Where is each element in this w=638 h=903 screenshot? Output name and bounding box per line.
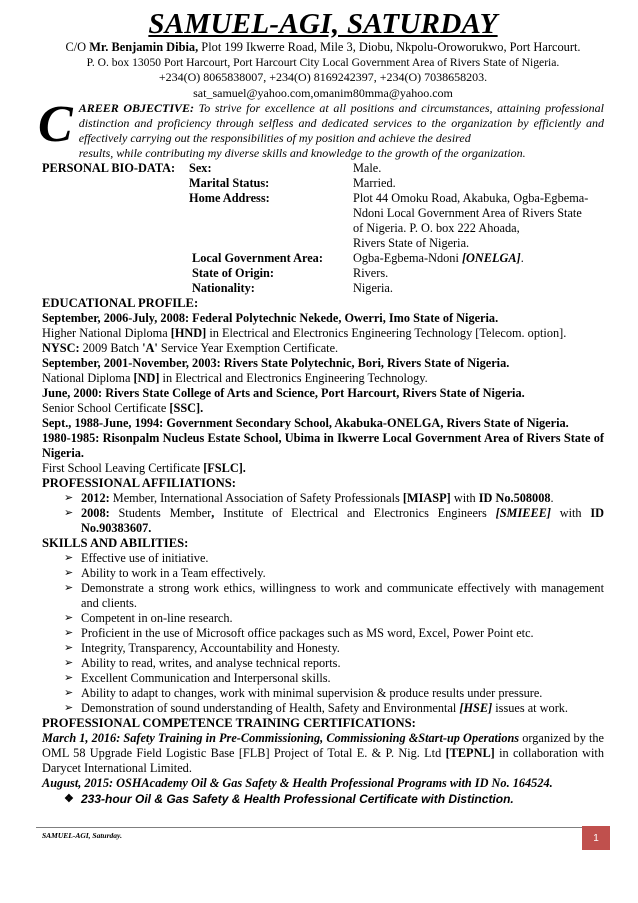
bio-heading: PERSONAL BIO-DATA: (42, 160, 176, 175)
contact-line-pobox: P. O. box 13050 Port Harcourt, Port Harcourt City Local Government Area of Rivers State of Nigeria. (86, 56, 560, 70)
contact-block (42, 40, 604, 101)
training-heading: PROFESSIONAL COMPETENCE TRAINING CERTIFICATIONS: (42, 715, 416, 730)
affiliations-heading: PROFESSIONAL AFFILIATIONS: (42, 475, 236, 490)
skills-heading: SKILLS AND ABILITIES: (42, 535, 189, 550)
bio-row-nationality: Nationality: Nigeria. (192, 280, 393, 295)
arrow-bullet-icon: ➢ (64, 686, 74, 699)
objective-last-line: results, while contributing my diverse skills and knowledge to the growth of the organization. (78, 145, 526, 160)
list-item: ➢ Demonstrate a strong work ethics, willingness to work and communicate effectively with management and clients. (64, 580, 604, 610)
list-item: ➢ Integrity, Transparency, Accountability and Honesty. (64, 640, 340, 655)
arrow-bullet-icon: ➢ (64, 491, 74, 504)
education-entry: 1980-1985: Risonpalm Nucleus Estate School, Ubima in Ikwerre Local Government Area of Rivers State of Nigeria. (42, 430, 604, 460)
education-heading: EDUCATIONAL PROFILE: (42, 295, 199, 310)
list-item: ➢ Competent in on-line research. (64, 610, 233, 625)
list-item: ➢ Ability to work in a Team effectively. (64, 565, 266, 580)
education-detail: First School Leaving Certificate [FSLC]. (42, 460, 246, 475)
education-detail: Senior School Certificate [SSC]. (42, 400, 204, 415)
affiliations-list (42, 491, 604, 536)
skills-list (42, 551, 604, 716)
education-entry: September, 2006-July, 2008: Federal Polytechnic Nekede, Owerri, Imo State of Nigeria. (42, 310, 499, 325)
education-detail: National Diploma [ND] in Electrical and Electronics Engineering Technology. (42, 370, 428, 385)
contact-line-email: sat_samuel@yahoo.com,omanim80mma@yahoo.com (193, 85, 453, 100)
career-objective (38, 95, 604, 161)
page-number: 1 (582, 826, 610, 850)
education-entry: June, 2000: Rivers State College of Arts and Science, Port Harcourt, Rivers State of Nigeria. (42, 385, 525, 400)
arrow-bullet-icon: ➢ (64, 551, 74, 564)
bio-row-origin: State of Origin: Rivers. (192, 265, 389, 280)
nysc-detail: NYSC: 2009 Batch 'A' Service Year Exemption Certificate. (42, 340, 339, 355)
footer-divider (36, 827, 603, 828)
list-item: ➢ Excellent Communication and Interpersonal skills. (64, 670, 331, 685)
training-list (42, 791, 604, 807)
resume-page (38, 8, 605, 807)
education-detail: Higher National Diploma [HND] in Electrical and Electronics Engineering Technology [Telecom. option]. (42, 325, 567, 340)
arrow-bullet-icon: ➢ (64, 566, 74, 579)
contact-line-phones: +234(O) 8065838007, +234(O) 8169242397, +234(O) 7038658203. (158, 70, 488, 85)
objective-label: AREER OBJECTIVE: (78, 100, 195, 115)
arrow-bullet-icon: ➢ (64, 626, 74, 639)
arrow-bullet-icon: ➢ (64, 641, 74, 654)
training-entry: March 1, 2016: Safety Training in Pre-Commissioning, Commissioning &Start-up Operations organized by the OML 58 Upgrade Field Logistic Base [FLB] Project of Total E. & P. Nig. Ltd [TEPNL] in collaboration with Darycet International Limited. (42, 730, 604, 775)
diamond-bullet-icon: ❖ (64, 792, 74, 805)
arrow-bullet-icon: ➢ (64, 581, 74, 594)
education-entry: Sept., 1988-June, 1994: Government Secondary School, Akabuka-ONELGA, Rivers State of Nigeria. (42, 415, 569, 430)
contact-line-address: C/O Mr. Benjamin Dibia, Plot 199 Ikwerre Road, Mile 3, Diobu, Nkpolu-Oroworukwo, Port Harcourt. (65, 40, 581, 54)
list-item: ➢ Proficient in the use of Microsoft office packages such as MS word, Excel, Power Point etc. (64, 625, 534, 640)
education-entry: September, 2001-November, 2003: Rivers State Polytechnic, Bori, Rivers State of Nigeria. (42, 355, 510, 370)
bio-row-sex: PERSONAL BIO-DATA: Sex: Male. (42, 160, 382, 175)
page-title: SAMUEL-AGI, SATURDAY (148, 8, 498, 40)
training-entry: August, 2015: OSHAcademy Oil & Gas Safety & Health Professional Programs with ID No. 164524. (42, 775, 553, 790)
bio-row-address: Home Address: Plot 44 Omoku Road, Akabuka, Ogba-Egbema- Ndoni Local Government Area of Rivers State of Nigeria. P. O. box 222 Ahoada, Rivers State of Nigeria. (189, 190, 589, 250)
arrow-bullet-icon: ➢ (64, 611, 74, 624)
arrow-bullet-icon: ➢ (64, 671, 74, 684)
footer-text: SAMUEL-AGI, Saturday. (42, 831, 122, 840)
bio-data-section (42, 161, 604, 296)
arrow-bullet-icon: ➢ (64, 656, 74, 669)
list-item: ➢ 2012: Member, International Association of Safety Professionals [MIASP] with ID No.508008. (64, 490, 554, 505)
drop-cap: C (38, 95, 73, 153)
list-item: ➢ Demonstration of sound understanding of Health, Safety and Environmental [HSE] issues at work. (64, 700, 569, 715)
objective-text: To strive for excellence at all positions and circumstances, attaining professional distinction and proficiency through selfless and dedicated services to the organization by efficiently and effectively carrying out the responsibilities of my position and achieve the desired (78, 100, 604, 145)
arrow-bullet-icon: ➢ (64, 506, 74, 519)
bio-row-marital: Marital Status: Married. (189, 175, 396, 190)
bio-row-lga: Local Government Area: Ogba-Egbema-Ndoni [ONELGA]. (192, 250, 524, 265)
list-item: ➢ Ability to read, writes, and analyse technical reports. (64, 655, 341, 670)
list-item: ❖ 233-hour Oil & Gas Safety & Health Professional Certificate with Distinction. (64, 791, 514, 806)
arrow-bullet-icon: ➢ (64, 701, 74, 714)
list-item: ➢ 2008: Students Member, Institute of Electrical and Electronics Engineers [SMIEEE] with ID No.90383607. (64, 505, 605, 535)
list-item: ➢ Ability to adapt to changes, work with minimal supervision & produce results under pressure. (64, 685, 543, 700)
list-item: ➢ Effective use of initiative. (64, 550, 209, 565)
